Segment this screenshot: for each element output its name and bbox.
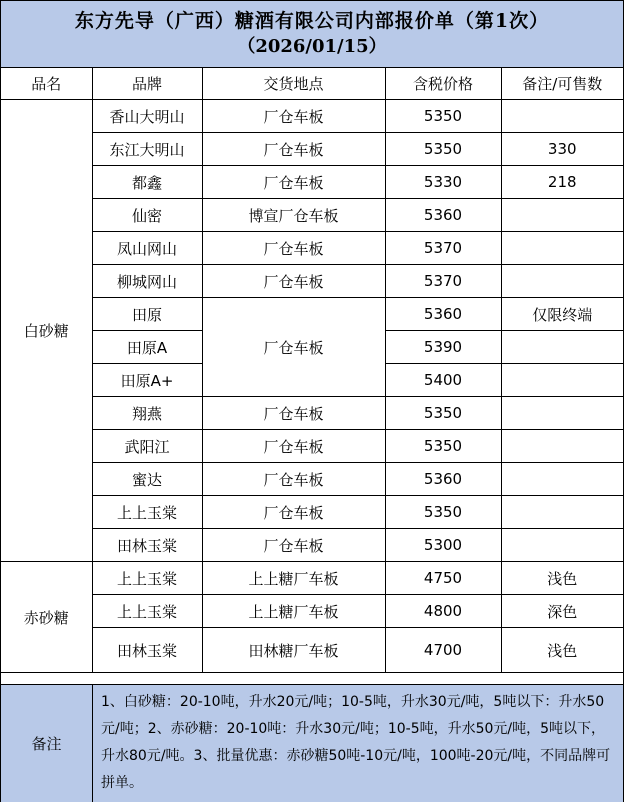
price-cell: 5370 — [385, 265, 501, 298]
brand-cell: 香山大明山 — [92, 100, 202, 133]
location-cell: 上上糖厂车板 — [202, 595, 385, 628]
brand-cell: 翔燕 — [92, 397, 202, 430]
table-row — [1, 166, 623, 199]
location-cell: 厂仓车板 — [202, 100, 385, 133]
price-cell: 5360 — [385, 463, 501, 496]
brand-cell: 田林玉棠 — [92, 529, 202, 562]
table-row — [1, 562, 623, 595]
header-note: 备注/可售数 — [501, 67, 623, 100]
price-table — [1, 67, 623, 673]
table-row — [1, 529, 623, 562]
note-cell: 330 — [501, 133, 623, 166]
brand-cell: 都鑫 — [92, 166, 202, 199]
note-cell — [501, 265, 623, 298]
location-cell: 厂仓车板 — [202, 397, 385, 430]
location-cell: 厂仓车板 — [202, 463, 385, 496]
brand-cell: 上上玉棠 — [92, 562, 202, 595]
table-row — [1, 199, 623, 232]
brand-cell: 仙密 — [92, 199, 202, 232]
note-cell: 218 — [501, 166, 623, 199]
header-brand: 品牌 — [92, 67, 202, 100]
price-cell: 5350 — [385, 430, 501, 463]
sheet-title — [1, 1, 623, 68]
location-cell: 厂仓车板 — [202, 298, 385, 397]
brand-cell: 柳城网山 — [92, 265, 202, 298]
brand-cell: 东江大明山 — [92, 133, 202, 166]
brand-cell: 田原A+ — [92, 364, 202, 397]
price-cell: 4700 — [385, 628, 501, 673]
location-cell: 厂仓车板 — [202, 232, 385, 265]
product-name-cell: 白砂糖 — [1, 100, 92, 562]
header-location: 交货地点 — [202, 67, 385, 100]
price-cell: 5350 — [385, 133, 501, 166]
remarks-label: 备注 — [1, 685, 93, 802]
table-row — [1, 463, 623, 496]
table-row — [1, 133, 623, 166]
note-cell: 浅色 — [501, 562, 623, 595]
location-cell: 厂仓车板 — [202, 430, 385, 463]
brand-cell: 武阳江 — [92, 430, 202, 463]
brand-cell: 蜜达 — [92, 463, 202, 496]
table-row — [1, 595, 623, 628]
price-cell: 5350 — [385, 397, 501, 430]
table-row — [1, 496, 623, 529]
price-cell: 5360 — [385, 298, 501, 331]
title-line-1: 东方先导（广西）糖酒有限公司内部报价单（第1次） — [74, 10, 550, 32]
note-cell — [501, 331, 623, 364]
location-cell: 厂仓车板 — [202, 496, 385, 529]
table-row — [1, 628, 623, 673]
note-cell-highlight: 仅限终端 — [501, 298, 623, 331]
location-cell: 上上糖厂车板 — [202, 562, 385, 595]
remarks-section — [1, 684, 623, 802]
location-cell: 厂仓车板 — [202, 166, 385, 199]
table-header-row — [1, 67, 623, 100]
location-cell: 博宣厂仓车板 — [202, 199, 385, 232]
price-cell: 5350 — [385, 100, 501, 133]
price-cell: 5350 — [385, 496, 501, 529]
note-cell — [501, 364, 623, 397]
header-price: 含税价格 — [385, 67, 501, 100]
location-cell: 厂仓车板 — [202, 265, 385, 298]
location-cell: 厂仓车板 — [202, 529, 385, 562]
brand-cell: 上上玉棠 — [92, 595, 202, 628]
price-cell: 5370 — [385, 232, 501, 265]
note-cell — [501, 496, 623, 529]
brand-cell: 上上玉棠 — [92, 496, 202, 529]
price-cell: 5300 — [385, 529, 501, 562]
note-cell — [501, 397, 623, 430]
brand-cell: 凤山网山 — [92, 232, 202, 265]
price-cell: 5330 — [385, 166, 501, 199]
note-cell — [501, 199, 623, 232]
note-cell — [501, 430, 623, 463]
price-cell: 5400 — [385, 364, 501, 397]
note-cell — [501, 232, 623, 265]
table-row — [1, 298, 623, 331]
note-cell — [501, 529, 623, 562]
note-cell: 浅色 — [501, 628, 623, 673]
table-row — [1, 232, 623, 265]
location-cell: 田林糖厂车板 — [202, 628, 385, 673]
table-row — [1, 397, 623, 430]
price-cell: 5360 — [385, 199, 501, 232]
price-cell: 5390 — [385, 331, 501, 364]
price-cell: 4800 — [385, 595, 501, 628]
note-cell — [501, 463, 623, 496]
brand-cell: 田林玉棠 — [92, 628, 202, 673]
note-cell: 深色 — [501, 595, 623, 628]
title-date: （2026/01/15） — [237, 36, 387, 57]
table-row — [1, 265, 623, 298]
product-name-cell: 赤砂糖 — [1, 562, 92, 673]
table-row — [1, 100, 623, 133]
table-row — [1, 430, 623, 463]
brand-cell: 田原A — [92, 331, 202, 364]
note-cell — [501, 100, 623, 133]
location-cell: 厂仓车板 — [202, 133, 385, 166]
brand-cell: 田原 — [92, 298, 202, 331]
header-product: 品名 — [1, 67, 92, 100]
remarks-text: 1、白砂糖：20-10吨，升水20元/吨；10-5吨，升水30元/吨，5吨以下：升水50元/吨；2、赤砂糖：20-10吨：升水30元/吨；10-5吨，升水50元/吨，5吨以下，升水80元/吨。3、批量优惠：赤砂糖50吨-10元/吨，100吨-20元/吨，不同品牌可拼单。 — [101, 694, 611, 791]
price-cell: 4750 — [385, 562, 501, 595]
